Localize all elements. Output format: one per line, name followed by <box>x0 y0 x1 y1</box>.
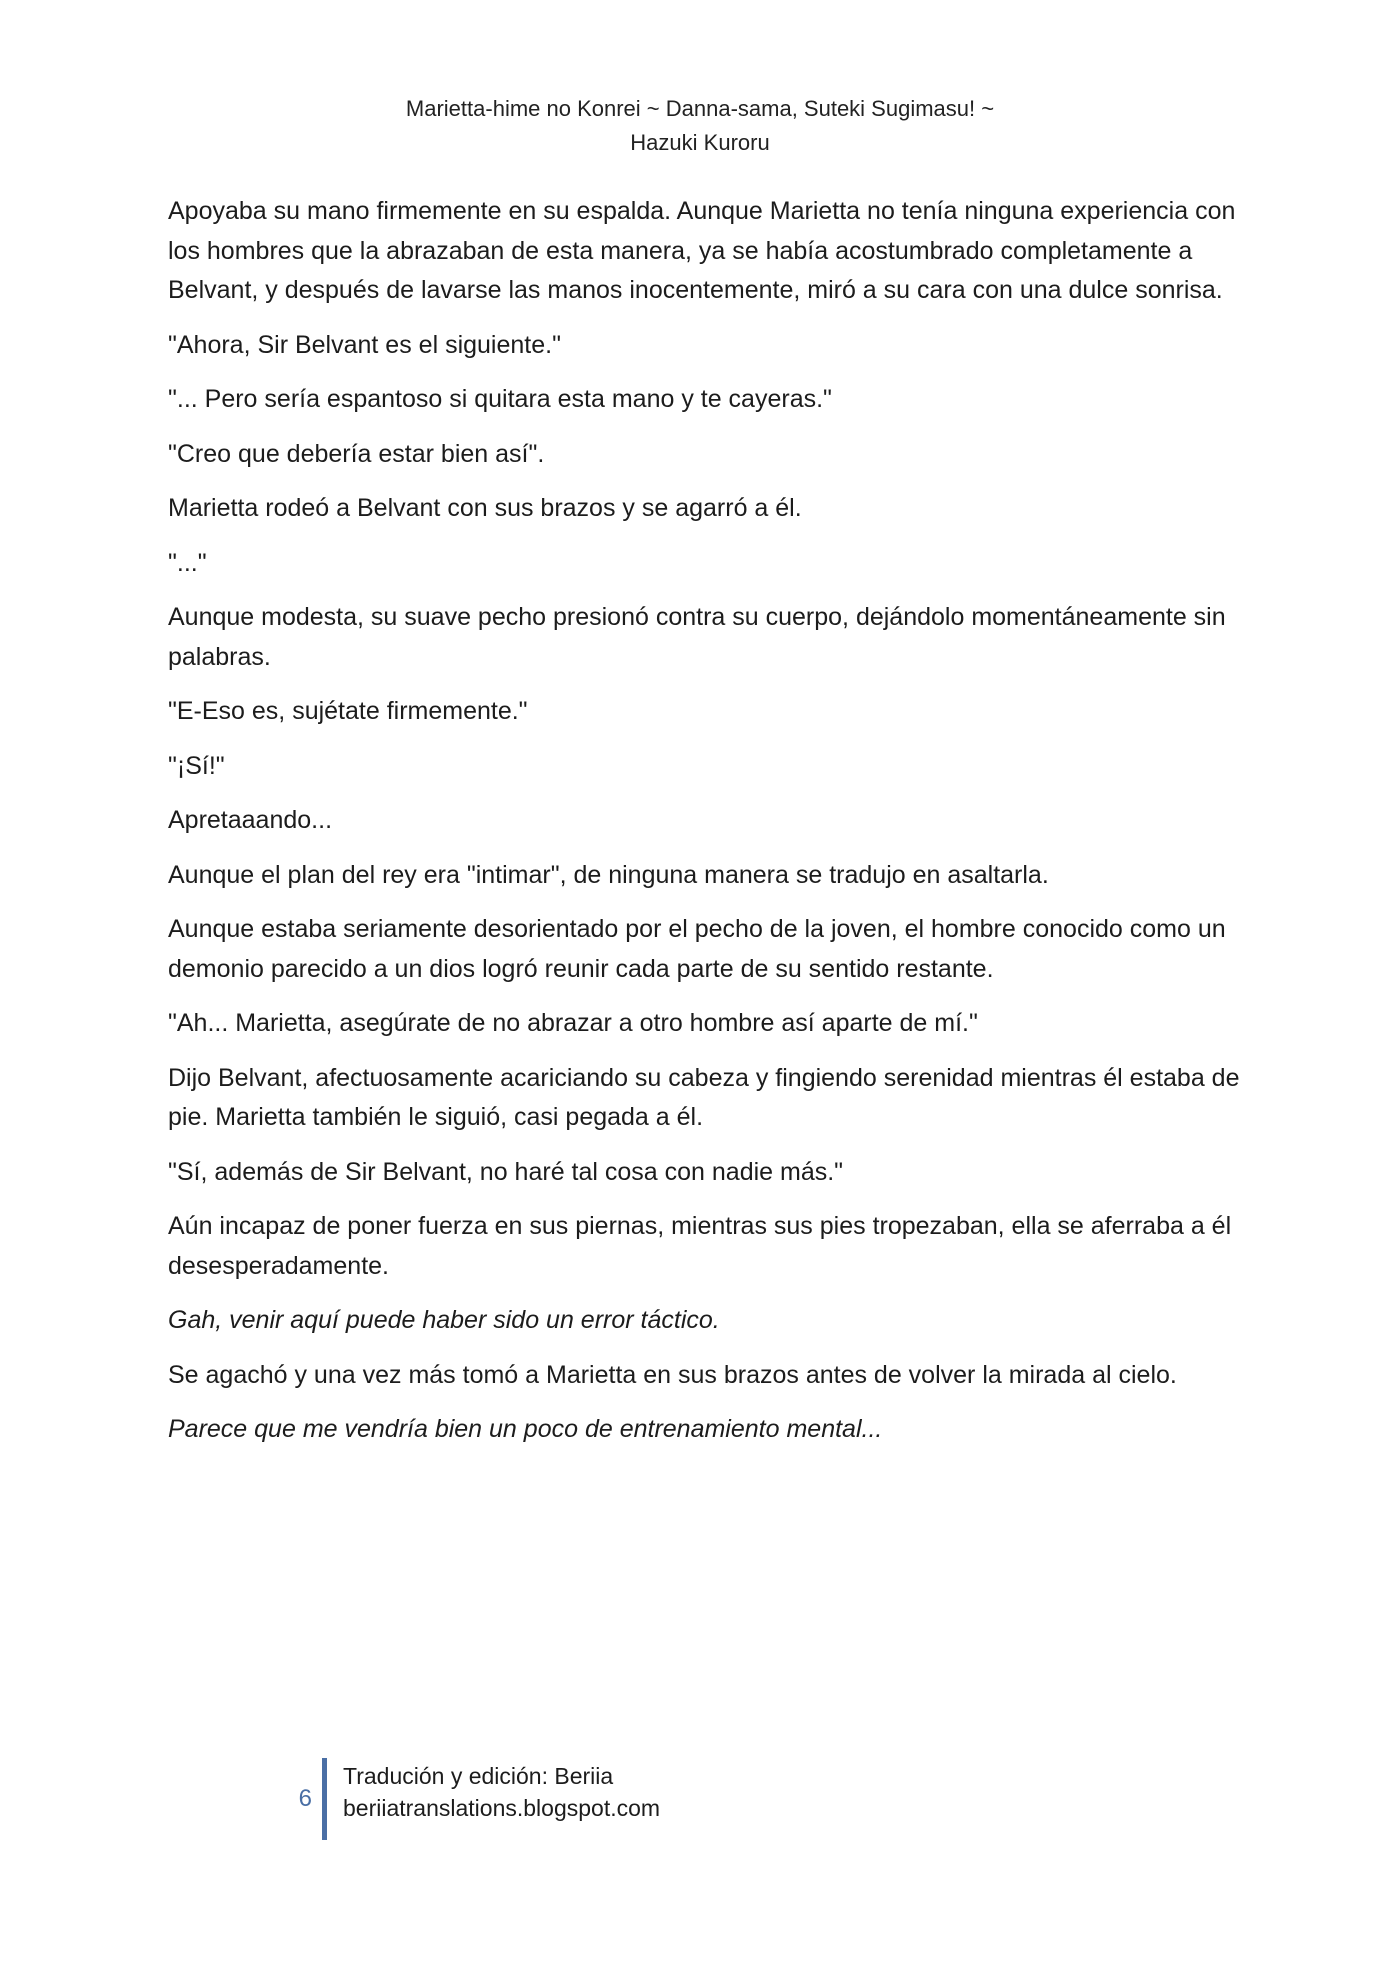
paragraph: "Ah... Marietta, asegúrate de no abrazar a otro hombre así aparte de mí." <box>168 1009 978 1037</box>
translator-credit: Tradución y edición: Beriia <box>343 1763 614 1789</box>
paragraph: "Ahora, Sir Belvant es el siguiente." <box>168 330 561 359</box>
paragraph: Aún incapaz de poner fuerza en sus piernas, mientras sus pies tropezaban, ella se aferraba a él desesperadamente. <box>168 1212 1232 1280</box>
footer-credits <box>327 1758 660 1840</box>
paragraph: "E-Eso es, sujétate firmemente." <box>168 697 528 725</box>
paragraph: "Creo que debería estar bien así". <box>168 439 545 468</box>
paragraph: Aunque estaba seriamente desorientado por el pecho de la joven, el hombre conocido como un demonio parecido a un dios logró reunir cada parte de su sentido restante. <box>168 915 1226 983</box>
paragraph: "Sí, además de Sir Belvant, no haré tal cosa con nadie más." <box>168 1157 844 1186</box>
paragraph: Marietta rodeó a Belvant con sus brazos y se agarró a él. <box>168 494 802 522</box>
paragraph: Apretaaando... <box>168 806 333 834</box>
website-link[interactable]: beriiatranslations.blogspot.com <box>343 1795 661 1821</box>
paragraph: "¡Sí!" <box>168 751 225 780</box>
paragraph: Aunque el plan del rey era "intimar", de ninguna manera se tradujo en asaltarla. <box>168 860 1049 889</box>
paragraph: Se agachó y una vez más tomó a Marietta en sus brazos antes de volver la mirada al cielo. <box>168 1360 1177 1389</box>
paragraph: "..." <box>168 548 207 577</box>
paragraph-italic: Parece que me vendría bien un poco de entrenamiento mental... <box>168 1415 883 1443</box>
paragraph: Dijo Belvant, afectuosamente acariciando su cabeza y fingiendo serenidad mientras él estaba de pie. Marietta también le siguió, casi pegada a él. <box>168 1063 1240 1131</box>
page-footer <box>280 1758 660 1840</box>
body-text <box>168 192 1248 1465</box>
paragraph: "... Pero sería espantoso si quitara esta mano y te cayeras." <box>168 385 832 413</box>
page-number: 6 <box>298 1785 312 1812</box>
page-header <box>0 92 1400 160</box>
paragraph: Aunque modesta, su suave pecho presionó contra su cuerpo, dejándolo momentáneamente sin palabras. <box>168 603 1226 671</box>
header-author: Hazuki Kuroru <box>630 130 770 155</box>
paragraph-italic: Gah, venir aquí puede haber sido un error táctico. <box>168 1306 720 1334</box>
paragraph: Apoyaba su mano firmemente en su espalda. Aunque Marietta no tenía ninguna experiencia con los hombres que la abrazaban de esta manera, ya se había acostumbrado completamente a Belvant, y después de lavarse las manos inocentemente, miró a su cara con una dulce sonrisa. <box>168 197 1236 304</box>
header-title: Marietta-hime no Konrei ~ Danna-sama, Suteki Sugimasu! ~ <box>405 96 995 121</box>
